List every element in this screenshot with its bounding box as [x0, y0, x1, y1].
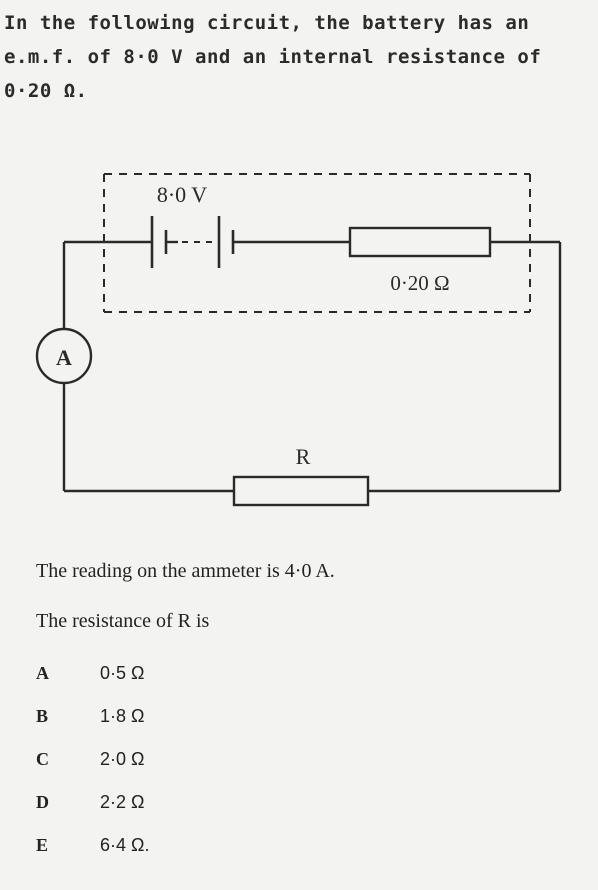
battery-cells — [152, 216, 233, 268]
option-value: 0·5 Ω — [100, 663, 145, 683]
resistor-label: R — [295, 444, 311, 469]
option-value: 2·0 Ω — [100, 749, 145, 769]
circuit-wires — [64, 242, 560, 491]
internal-resistor — [350, 228, 490, 256]
option-letter: D — [36, 792, 49, 812]
option-d[interactable] — [36, 781, 336, 824]
answer-options — [36, 652, 336, 867]
question-line: 0·20 Ω. — [4, 80, 88, 102]
external-resistor — [234, 477, 368, 505]
internal-resistance-label: 0·20 Ω — [390, 271, 450, 295]
option-a[interactable] — [36, 652, 336, 695]
option-letter: B — [36, 706, 49, 726]
option-value: 2·2 Ω — [100, 792, 145, 812]
question-line: e.m.f. of 8·0 V and an internal resistance of — [4, 46, 542, 68]
option-value: 6·4 Ω. — [100, 835, 150, 855]
question-text — [4, 6, 592, 108]
option-e[interactable] — [36, 824, 336, 867]
question-line: In the following circuit, the battery has an — [4, 12, 530, 34]
option-letter: C — [36, 749, 49, 769]
circuit-diagram — [0, 150, 598, 520]
ammeter-reading-text: The reading on the ammeter is 4·0 A. — [36, 560, 335, 582]
option-c[interactable] — [36, 738, 336, 781]
option-b[interactable] — [36, 695, 336, 738]
emf-label: 8·0 V — [156, 182, 208, 207]
ammeter — [37, 329, 91, 383]
ammeter-label: A — [56, 345, 72, 370]
question-prompt: The resistance of R is — [36, 610, 210, 632]
option-value: 1·8 Ω — [100, 706, 145, 726]
option-letter: A — [36, 663, 49, 683]
option-letter: E — [36, 835, 49, 855]
